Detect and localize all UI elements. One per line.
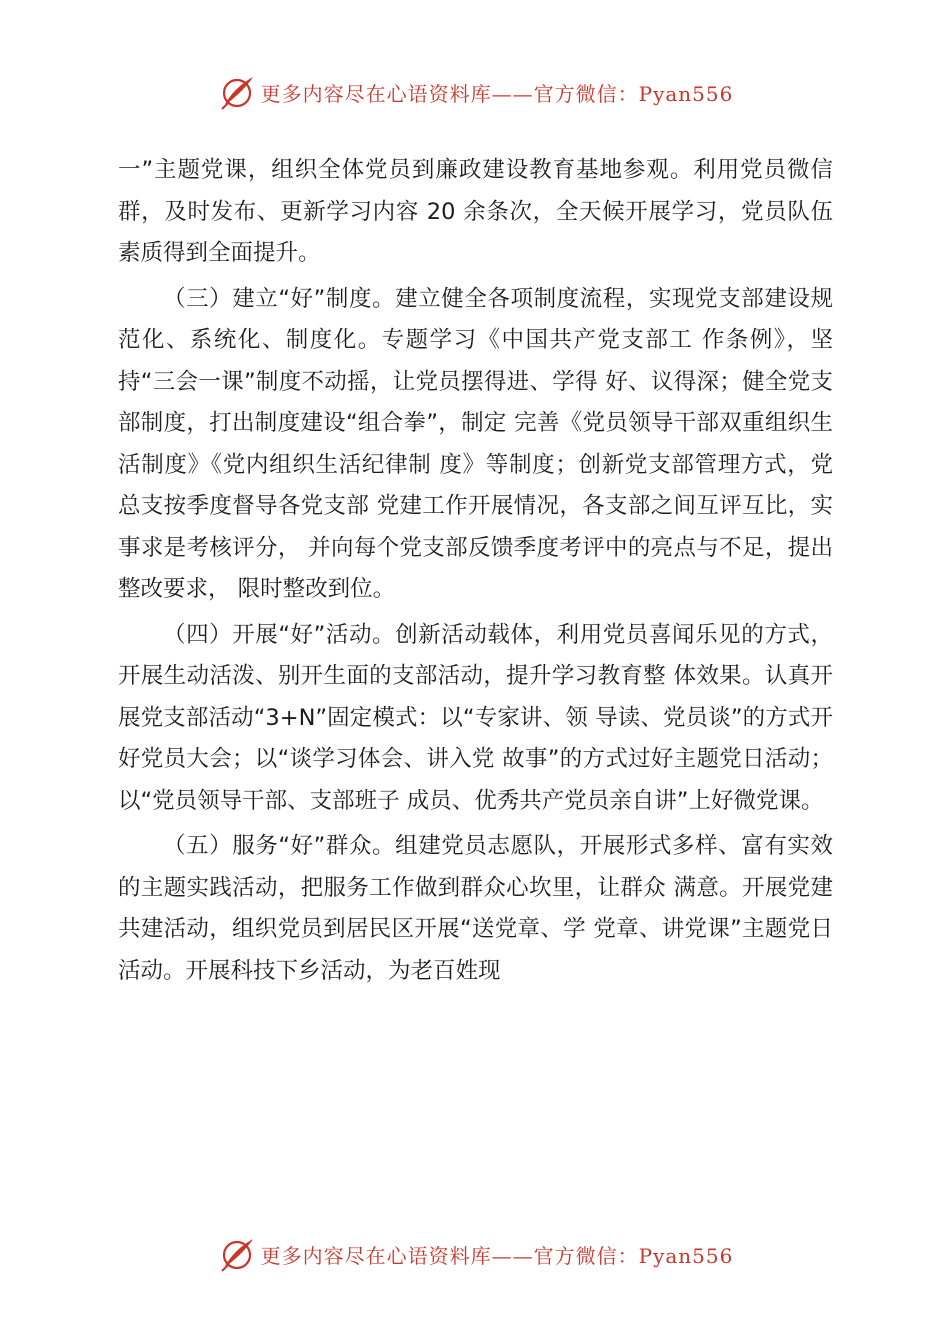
banner-text: 更多内容尽在心语资料库——官方微信：Pyan556 (260, 1243, 734, 1268)
paragraph-3: （四）开展“好”活动。创新活动载体，利用党员喜闻乐见的方式，开展生动活泼、别开生面的支部活动，提升学习教育整 体效果。认真开展党支部活动“3+N”固定模式：以“专家讲、领 导读、党员谈”的方式开好党员大会；以“谈学习体会、讲入党 故事”的方式过好主题党日活动；以“党员领导干部、支部班子 成员、优秀共产党员亲自讲”上好微党课。 (118, 621, 833, 814)
paragraph-1: 一”主题党课，组织全体党员到廉政建设教育基地参观。利用党员微信群，及时发布、更新学习内容 20 余条次，全天候开展学习，党员队伍素质得到全面提升。 (118, 157, 833, 266)
header-banner (0, 70, 950, 114)
footer-banner (0, 1232, 950, 1276)
paragraph-4: （五）服务“好”群众。组建党员志愿队，开展形式多样、富有实效的主题实践活动，把服务工作做到群众心坎里，让群众 满意。开展党建共建活动，组织党员到居民区开展“送党章、学 党章、讲党课”主题党日活动。开展科技下乡活动，为老百姓现 (118, 833, 833, 984)
feather-logo-icon (217, 72, 257, 112)
paragraph-2: （三）建立“好”制度。建立健全各项制度流程，实现党支部建设规范化、系统化、制度化。专题学习《中国共产党支部工 作条例》，坚持“三会一课”制度不动摇，让党员摆得进、学得 好、议得深；健全党支部制度，打出制度建设“组合拳”，制定 完善《党员领导干部双重组织生活制度》《党内组织生活纪律制 度》等制度；创新党支部管理方式，党总支按季度督导各党支部 党建工作开展情况，各支部之间互评互比，实事求是考核评分， 并向每个党支部反馈季度考评中的亮点与不足，提出整改要求， 限时整改到位。 (118, 285, 833, 602)
body-text (118, 150, 833, 996)
banner-text: 更多内容尽在心语资料库——官方微信：Pyan556 (260, 81, 734, 106)
feather-logo-icon (217, 1234, 257, 1274)
